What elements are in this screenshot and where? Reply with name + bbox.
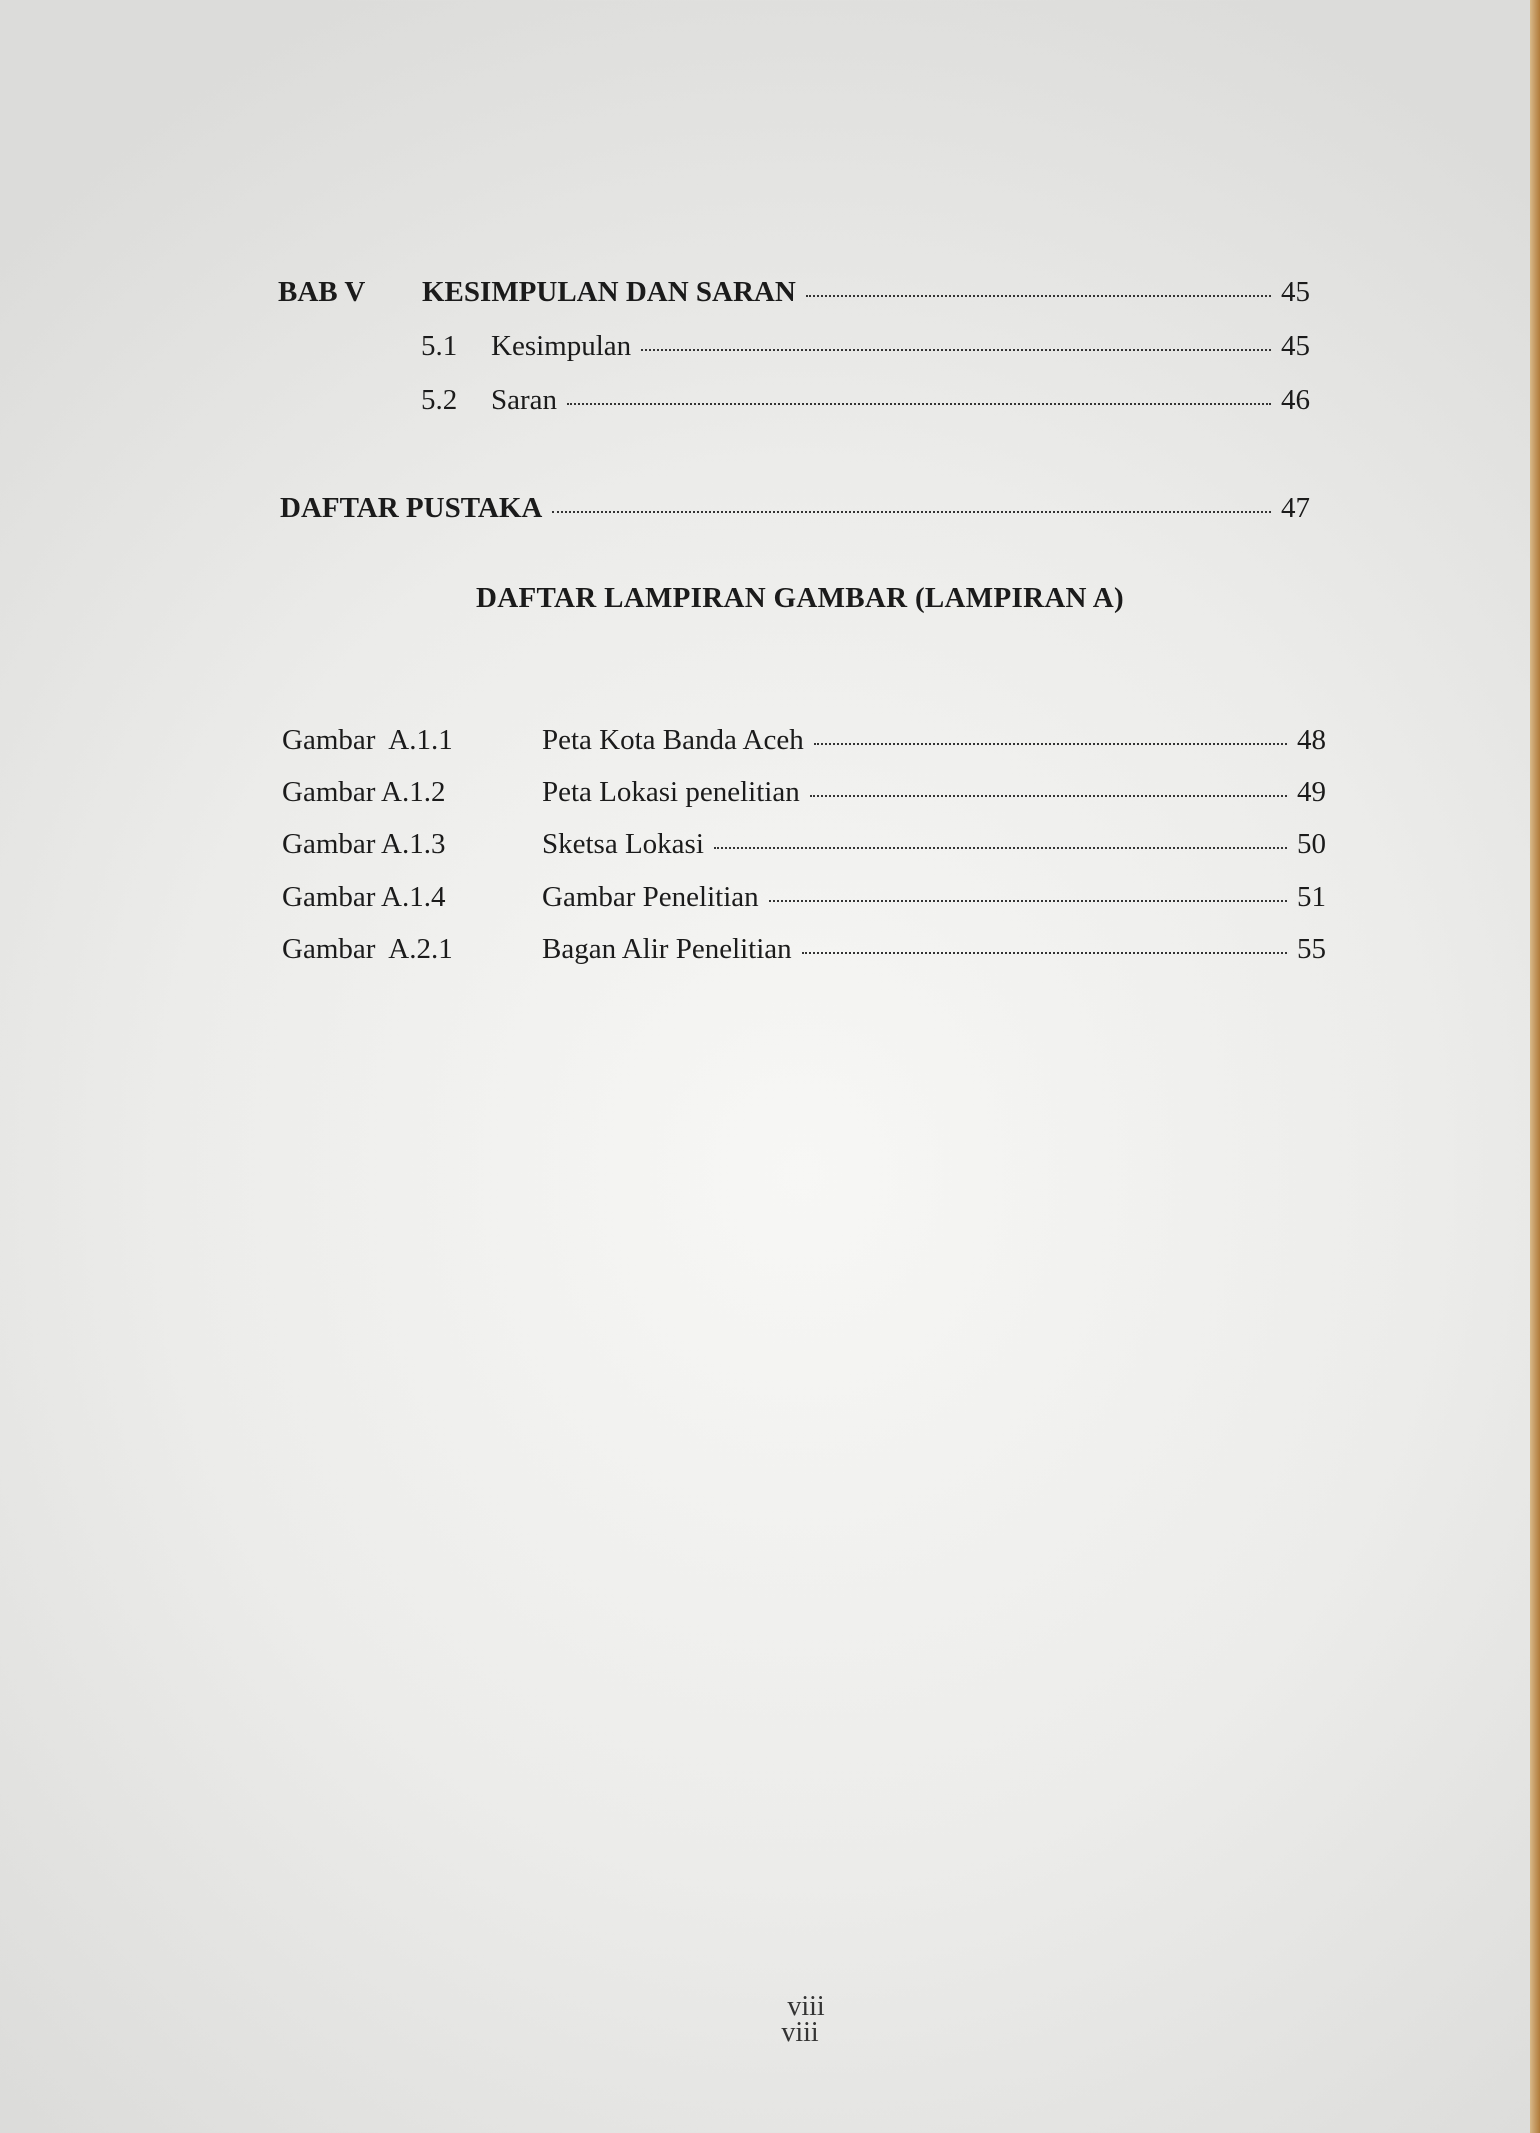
dot-leader xyxy=(641,349,1271,351)
toc-entry-daftar-pustaka xyxy=(280,492,1310,525)
section-heading: DAFTAR LAMPIRAN GAMBAR (LAMPIRAN A) xyxy=(476,582,1124,614)
chapter-title: KESIMPULAN DAN SARAN xyxy=(422,276,796,308)
page-ref: 47 xyxy=(1281,492,1310,524)
figure-label: Gambar A.1.3 xyxy=(282,828,446,860)
page-ref: 45 xyxy=(1281,330,1310,362)
section-title: Saran xyxy=(491,384,558,416)
toc-subentry xyxy=(421,330,1310,363)
section-title: Kesimpulan xyxy=(491,330,632,362)
section-number: 5.2 xyxy=(421,384,458,416)
figure-entry xyxy=(282,828,1326,861)
page-ref: 51 xyxy=(1297,881,1326,913)
figure-title: Sketsa Lokasi xyxy=(542,828,704,860)
toc-entry-bab-v xyxy=(278,276,1310,309)
page-number xyxy=(700,1991,900,2048)
entry-title: DAFTAR PUSTAKA xyxy=(280,492,543,524)
figure-entry xyxy=(282,724,1326,757)
figure-entry xyxy=(282,881,1326,914)
figure-entry xyxy=(282,933,1326,966)
figure-title: Bagan Alir Penelitian xyxy=(542,933,792,965)
dot-leader xyxy=(567,403,1271,405)
page-ref: 46 xyxy=(1281,384,1310,416)
dot-leader xyxy=(806,295,1271,297)
figure-label: Gambar A.1.2 xyxy=(282,776,446,808)
figure-label: Gambar A.1.1 xyxy=(282,724,453,756)
dot-leader xyxy=(769,900,1287,902)
figure-label: Gambar A.1.4 xyxy=(282,881,446,913)
figure-title: Gambar Penelitian xyxy=(542,881,759,913)
dot-leader xyxy=(714,847,1287,849)
dot-leader xyxy=(810,795,1287,797)
page-ref: 45 xyxy=(1281,276,1310,308)
toc-subentry xyxy=(421,384,1310,417)
page-number-line: viii xyxy=(787,1991,825,2022)
page-ref: 55 xyxy=(1297,933,1326,965)
page-ref: 49 xyxy=(1297,776,1326,808)
figure-title: Peta Lokasi penelitian xyxy=(542,776,800,808)
dot-leader xyxy=(814,743,1287,745)
section-number: 5.1 xyxy=(421,330,458,362)
page-ref: 50 xyxy=(1297,828,1326,860)
dot-leader xyxy=(552,511,1271,513)
page-edge xyxy=(1530,0,1540,2133)
figure-title: Peta Kota Banda Aceh xyxy=(542,724,804,756)
page-ref: 48 xyxy=(1297,724,1326,756)
figure-entry xyxy=(282,776,1326,809)
figure-label: Gambar A.2.1 xyxy=(282,933,453,965)
dot-leader xyxy=(802,952,1287,954)
chapter-label: BAB V xyxy=(278,276,366,308)
page-number-line: viii xyxy=(781,2017,819,2048)
